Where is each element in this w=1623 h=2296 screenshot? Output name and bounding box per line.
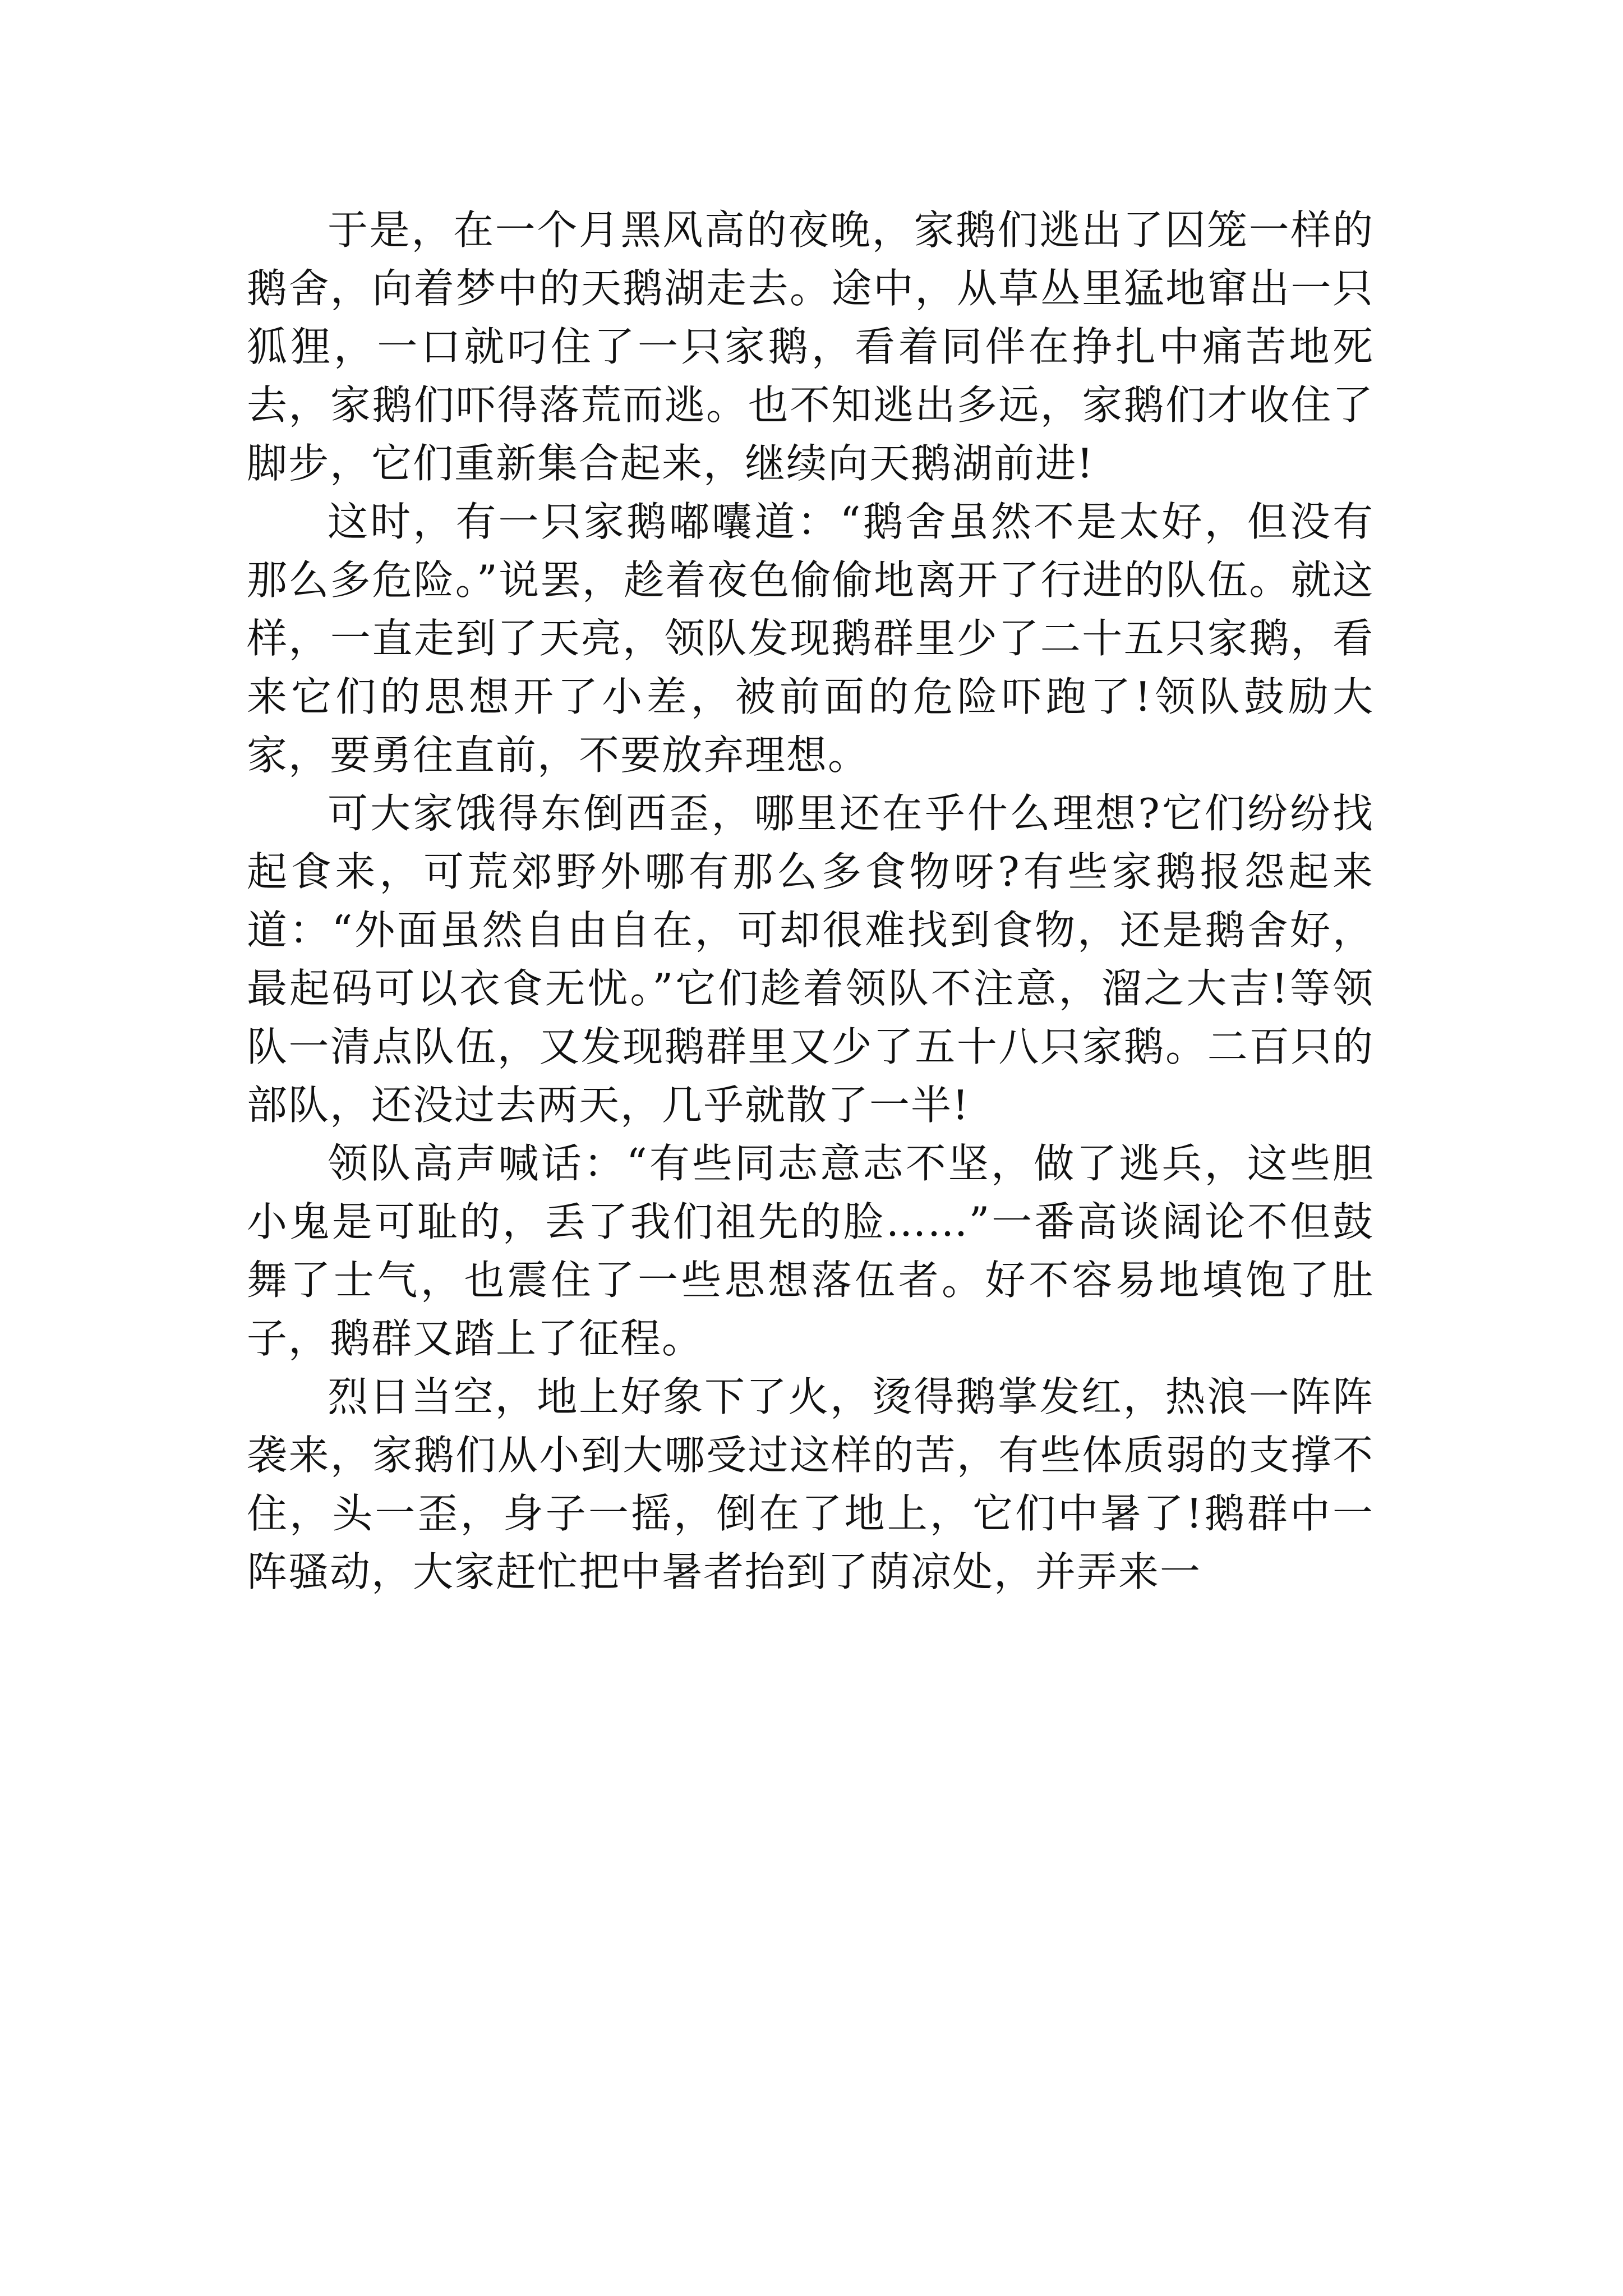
paragraph-5: 烈日当空，地上好象下了火，烫得鹅掌发红，热浪一阵阵袭来，家鹅们从小到大哪受过这样的苦，有些体质弱的支撑不住，头一歪，身子一摇，倒在了地上，它们中暑了!鹅群中一阵骚动，大家赶忙把中暑者抬到了荫凉处，并弄来一: [247, 1373, 1374, 1595]
paragraph-3: 可大家饿得东倒西歪，哪里还在乎什么理想?它们纷纷找起食来，可荒郊野外哪有那么多食物呀?有些家鹅报怨起来道：“外面虽然自由自在，可却很难找到食物，还是鹅舍好，最起码可以衣食无忧。”它们趁着领队不注意，溜之大吉!等领队一清点队伍，又发现鹅群里又少了五十八只家鹅。二百只的部队，还没过去两天，几乎就散了一半!: [247, 790, 1374, 1129]
paragraph-4: 领队高声喊话：“有些同志意志不坚，做了逃兵，这些胆小鬼是可耻的，丢了我们祖先的脸……”一番高谈阔论不但鼓舞了士气，也震住了一些思想落伍者。好不容易地填饱了肚子，鹅群又踏上了征程。: [247, 1140, 1374, 1362]
paragraph-2: 这时，有一只家鹅嘟囔道：“鹅舍虽然不是太好，但没有那么多危险。”说罢，趁着夜色偷偷地离开了行进的队伍。就这样，一直走到了天亮，领队发现鹅群里少了二十五只家鹅，看来它们的思想开了小差，被前面的危险吓跑了!领队鼓励大家，要勇往直前，不要放弃理想。: [247, 498, 1374, 779]
paragraph-1: 于是，在一个月黑风高的夜晚，家鹅们逃出了囚笼一样的鹅舍，向着梦中的天鹅湖走去。途中，从草丛里猛地窜出一只狐狸，一口就叼住了一只家鹅，看着同伴在挣扎中痛苦地死去，家鹅们吓得落荒而逃。也不知逃出多远，家鹅们才收住了脚步，它们重新集合起来，继续向天鹅湖前进!: [247, 206, 1374, 487]
document-body: [247, 201, 1374, 1601]
